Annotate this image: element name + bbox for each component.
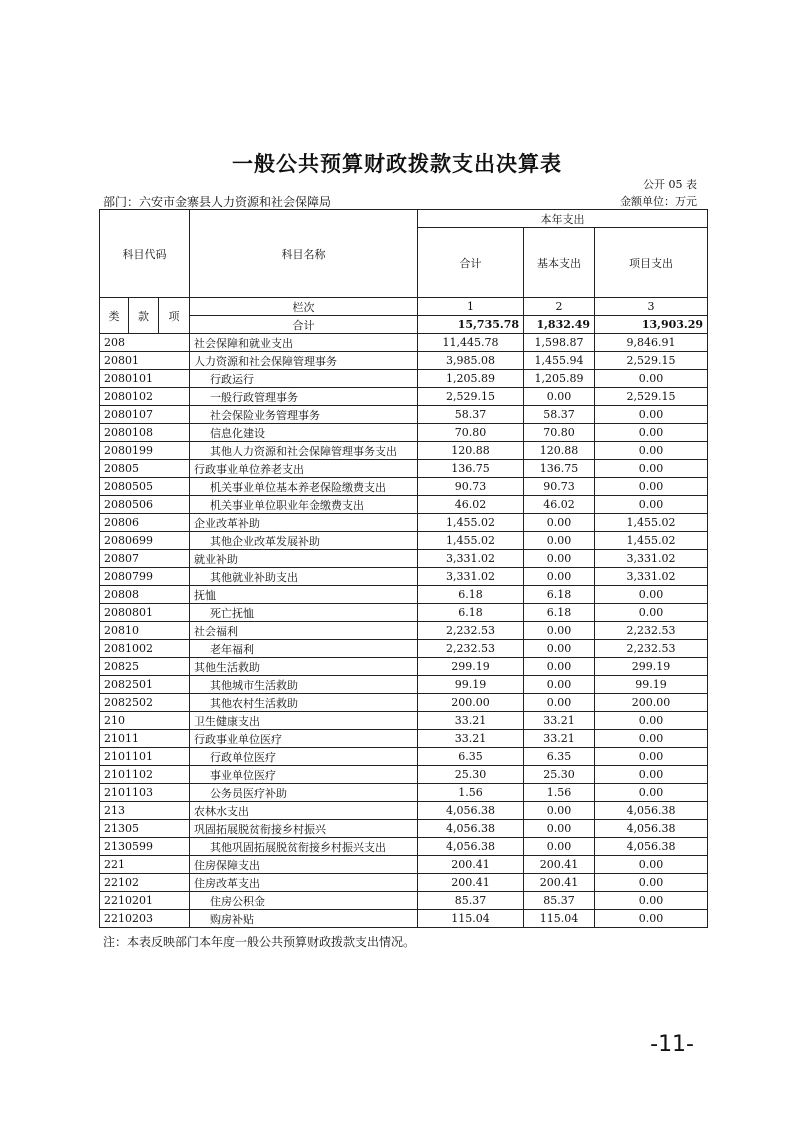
- total-cell: 70.80: [418, 424, 524, 442]
- subject-code-cell: 221: [100, 856, 190, 874]
- subject-name-cell: 公务员医疗补助: [190, 784, 418, 802]
- column-number-2: 2: [524, 298, 595, 316]
- project-expense-cell: 4,056.38: [595, 802, 708, 820]
- basic-expense-cell: 0.00: [524, 640, 595, 658]
- project-expense-cell: 2,232.53: [595, 622, 708, 640]
- page-number: -11-: [650, 1032, 694, 1057]
- subject-code-cell: 20801: [100, 352, 190, 370]
- table-row: [100, 748, 708, 766]
- subject-name-cell: 机关事业单位职业年金缴费支出: [190, 496, 418, 514]
- subject-code-cell: 22102: [100, 874, 190, 892]
- table-row: [100, 838, 708, 856]
- table-row: [100, 442, 708, 460]
- subject-name-cell: 卫生健康支出: [190, 712, 418, 730]
- basic-expense-cell: 136.75: [524, 460, 595, 478]
- subject-name-cell: 死亡抚恤: [190, 604, 418, 622]
- basic-expense-cell: 0.00: [524, 676, 595, 694]
- total-cell: 3,331.02: [418, 550, 524, 568]
- sum-project: 13,903.29: [595, 316, 708, 334]
- project-expense-cell: 0.00: [595, 748, 708, 766]
- total-cell: 33.21: [418, 730, 524, 748]
- table-row: [100, 478, 708, 496]
- table-row: [100, 892, 708, 910]
- subject-name-cell: 其他农村生活救助: [190, 694, 418, 712]
- header-basic-expense: 基本支出: [524, 228, 595, 298]
- total-cell: 6.18: [418, 604, 524, 622]
- sum-total: 15,735.78: [418, 316, 524, 334]
- table-row: [100, 784, 708, 802]
- project-expense-cell: 3,331.02: [595, 550, 708, 568]
- table-row: [100, 406, 708, 424]
- column-number-3: 3: [595, 298, 708, 316]
- subject-code-cell: 20810: [100, 622, 190, 640]
- total-cell: 4,056.38: [418, 838, 524, 856]
- basic-expense-cell: 200.41: [524, 874, 595, 892]
- total-cell: 3,985.08: [418, 352, 524, 370]
- subject-name-cell: 其他人力资源和社会保障管理事务支出: [190, 442, 418, 460]
- total-cell: 3,331.02: [418, 568, 524, 586]
- header-year-expense: 本年支出: [418, 210, 708, 228]
- total-cell: 1,455.02: [418, 532, 524, 550]
- subject-code-cell: 2101103: [100, 784, 190, 802]
- subject-code-cell: 20808: [100, 586, 190, 604]
- subject-code-cell: 2080506: [100, 496, 190, 514]
- subject-code-cell: 2080801: [100, 604, 190, 622]
- project-expense-cell: 0.00: [595, 604, 708, 622]
- total-cell: 85.37: [418, 892, 524, 910]
- project-expense-cell: 2,232.53: [595, 640, 708, 658]
- table-row: [100, 874, 708, 892]
- project-expense-cell: 1,455.02: [595, 532, 708, 550]
- basic-expense-cell: 1,598.87: [524, 334, 595, 352]
- table-row: [100, 658, 708, 676]
- basic-expense-cell: 0.00: [524, 514, 595, 532]
- table-row: [100, 550, 708, 568]
- project-expense-cell: 0.00: [595, 874, 708, 892]
- subject-code-cell: 2210203: [100, 910, 190, 928]
- table-row: [100, 622, 708, 640]
- subject-code-cell: 2130599: [100, 838, 190, 856]
- total-cell: 58.37: [418, 406, 524, 424]
- page-title: 一般公共预算财政拨款支出决算表: [232, 152, 562, 176]
- basic-expense-cell: 46.02: [524, 496, 595, 514]
- subject-code-cell: 2101102: [100, 766, 190, 784]
- subject-name-cell: 社会保险业务管理事务: [190, 406, 418, 424]
- subject-code-cell: 2080505: [100, 478, 190, 496]
- subject-name-cell: 信息化建设: [190, 424, 418, 442]
- project-expense-cell: 0.00: [595, 496, 708, 514]
- subject-name-cell: 农林水支出: [190, 802, 418, 820]
- total-cell: 1,205.89: [418, 370, 524, 388]
- table-note: 注：本表反映部门本年度一般公共预算财政拨款支出情况。: [103, 935, 416, 949]
- table-row: [100, 730, 708, 748]
- total-cell: 2,232.53: [418, 622, 524, 640]
- basic-expense-cell: 115.04: [524, 910, 595, 928]
- form-number: 公开 05 表: [643, 178, 697, 191]
- project-expense-cell: 299.19: [595, 658, 708, 676]
- subject-name-cell: 抚恤: [190, 586, 418, 604]
- total-cell: 33.21: [418, 712, 524, 730]
- project-expense-cell: 0.00: [595, 910, 708, 928]
- project-expense-cell: 0.00: [595, 478, 708, 496]
- subject-code-cell: 2082502: [100, 694, 190, 712]
- header-lei: 类: [100, 298, 129, 334]
- table-row: [100, 388, 708, 406]
- subject-code-cell: 2082501: [100, 676, 190, 694]
- subject-name-cell: 其他巩固拓展脱贫衔接乡村振兴支出: [190, 838, 418, 856]
- subject-code-cell: 2081002: [100, 640, 190, 658]
- project-expense-cell: 0.00: [595, 856, 708, 874]
- total-cell: 200.00: [418, 694, 524, 712]
- total-cell: 4,056.38: [418, 802, 524, 820]
- basic-expense-cell: 6.18: [524, 604, 595, 622]
- header-total: 合计: [418, 228, 524, 298]
- table-row: [100, 820, 708, 838]
- amount-unit-label: 金额单位：万元: [620, 195, 697, 208]
- header-subject-code: 科目代码: [100, 210, 190, 298]
- subject-name-cell: 住房公积金: [190, 892, 418, 910]
- subject-name-cell: 一般行政管理事务: [190, 388, 418, 406]
- table-row: [100, 370, 708, 388]
- subject-name-cell: 机关事业单位基本养老保险缴费支出: [190, 478, 418, 496]
- basic-expense-cell: 90.73: [524, 478, 595, 496]
- total-cell: 6.35: [418, 748, 524, 766]
- subject-name-cell: 社会福利: [190, 622, 418, 640]
- basic-expense-cell: 33.21: [524, 712, 595, 730]
- table-row: [100, 496, 708, 514]
- subject-code-cell: 2101101: [100, 748, 190, 766]
- subject-name-cell: 住房改革支出: [190, 874, 418, 892]
- subject-code-cell: 2080699: [100, 532, 190, 550]
- basic-expense-cell: 0.00: [524, 658, 595, 676]
- subject-name-cell: 社会保障和就业支出: [190, 334, 418, 352]
- basic-expense-cell: 85.37: [524, 892, 595, 910]
- subject-code-cell: 21011: [100, 730, 190, 748]
- subject-name-cell: 其他企业改革发展补助: [190, 532, 418, 550]
- header-project-expense: 项目支出: [595, 228, 708, 298]
- total-cell: 120.88: [418, 442, 524, 460]
- header-kuan: 款: [129, 298, 159, 334]
- basic-expense-cell: 1.56: [524, 784, 595, 802]
- total-cell: 11,445.78: [418, 334, 524, 352]
- subject-name-cell: 行政事业单位养老支出: [190, 460, 418, 478]
- table-row: [100, 910, 708, 928]
- table-row: [100, 640, 708, 658]
- total-cell: 1.56: [418, 784, 524, 802]
- subject-name-cell: 其他城市生活救助: [190, 676, 418, 694]
- project-expense-cell: 0.00: [595, 406, 708, 424]
- subject-code-cell: 2080799: [100, 568, 190, 586]
- project-expense-cell: 200.00: [595, 694, 708, 712]
- project-expense-cell: 4,056.38: [595, 820, 708, 838]
- department-label: 部门：六安市金寨县人力资源和社会保障局: [103, 195, 332, 209]
- project-expense-cell: 0.00: [595, 766, 708, 784]
- basic-expense-cell: 6.35: [524, 748, 595, 766]
- project-expense-cell: 0.00: [595, 712, 708, 730]
- subject-code-cell: 2080108: [100, 424, 190, 442]
- basic-expense-cell: 25.30: [524, 766, 595, 784]
- project-expense-cell: 4,056.38: [595, 838, 708, 856]
- project-expense-cell: 99.19: [595, 676, 708, 694]
- table-row: [100, 694, 708, 712]
- sum-basic: 1,832.49: [524, 316, 595, 334]
- project-expense-cell: 0.00: [595, 460, 708, 478]
- subject-name-cell: 其他生活救助: [190, 658, 418, 676]
- table-row: [100, 532, 708, 550]
- basic-expense-cell: 1,205.89: [524, 370, 595, 388]
- table-row: [100, 604, 708, 622]
- basic-expense-cell: 120.88: [524, 442, 595, 460]
- basic-expense-cell: 33.21: [524, 730, 595, 748]
- total-cell: 1,455.02: [418, 514, 524, 532]
- basic-expense-cell: 0.00: [524, 838, 595, 856]
- table-row: [100, 334, 708, 352]
- table-row: [100, 586, 708, 604]
- basic-expense-cell: 0.00: [524, 622, 595, 640]
- basic-expense-cell: 6.18: [524, 586, 595, 604]
- project-expense-cell: 0.00: [595, 892, 708, 910]
- subject-code-cell: 21305: [100, 820, 190, 838]
- project-expense-cell: 2,529.15: [595, 388, 708, 406]
- subject-code-cell: 2080199: [100, 442, 190, 460]
- project-expense-cell: 2,529.15: [595, 352, 708, 370]
- subject-name-cell: 就业补助: [190, 550, 418, 568]
- subject-name-cell: 购房补贴: [190, 910, 418, 928]
- table-row: [100, 514, 708, 532]
- project-expense-cell: 1,455.02: [595, 514, 708, 532]
- project-expense-cell: 0.00: [595, 586, 708, 604]
- subject-name-cell: 其他就业补助支出: [190, 568, 418, 586]
- table-row: [100, 424, 708, 442]
- subject-code-cell: 213: [100, 802, 190, 820]
- basic-expense-cell: 0.00: [524, 568, 595, 586]
- table-row: [100, 460, 708, 478]
- column-number-label: 栏次: [190, 298, 418, 316]
- total-cell: 200.41: [418, 874, 524, 892]
- table-row: [100, 766, 708, 784]
- subject-name-cell: 事业单位医疗: [190, 766, 418, 784]
- total-cell: 2,529.15: [418, 388, 524, 406]
- subject-code-cell: 20825: [100, 658, 190, 676]
- subject-code-cell: 20807: [100, 550, 190, 568]
- total-cell: 6.18: [418, 586, 524, 604]
- header-subject-name: 科目名称: [190, 210, 418, 298]
- subject-code-cell: 2210201: [100, 892, 190, 910]
- total-cell: 136.75: [418, 460, 524, 478]
- subject-code-cell: 20805: [100, 460, 190, 478]
- total-cell: 46.02: [418, 496, 524, 514]
- table-row: [100, 712, 708, 730]
- total-cell: 25.30: [418, 766, 524, 784]
- subject-name-cell: 行政单位医疗: [190, 748, 418, 766]
- subject-name-cell: 行政事业单位医疗: [190, 730, 418, 748]
- total-cell: 4,056.38: [418, 820, 524, 838]
- subject-name-cell: 巩固拓展脱贫衔接乡村振兴: [190, 820, 418, 838]
- subject-code-cell: 210: [100, 712, 190, 730]
- project-expense-cell: 9,846.91: [595, 334, 708, 352]
- basic-expense-cell: 0.00: [524, 820, 595, 838]
- total-cell: 99.19: [418, 676, 524, 694]
- basic-expense-cell: 70.80: [524, 424, 595, 442]
- basic-expense-cell: 200.41: [524, 856, 595, 874]
- project-expense-cell: 0.00: [595, 442, 708, 460]
- table-row: [100, 802, 708, 820]
- subject-name-cell: 人力资源和社会保障管理事务: [190, 352, 418, 370]
- total-cell: 299.19: [418, 658, 524, 676]
- subject-name-cell: 企业改革补助: [190, 514, 418, 532]
- subject-code-cell: 2080107: [100, 406, 190, 424]
- project-expense-cell: 0.00: [595, 370, 708, 388]
- subject-name-cell: 老年福利: [190, 640, 418, 658]
- table-row: [100, 568, 708, 586]
- column-number-1: 1: [418, 298, 524, 316]
- project-expense-cell: 0.00: [595, 784, 708, 802]
- budget-expense-table: [99, 209, 708, 928]
- total-cell: 2,232.53: [418, 640, 524, 658]
- total-cell: 115.04: [418, 910, 524, 928]
- total-cell: 90.73: [418, 478, 524, 496]
- basic-expense-cell: 0.00: [524, 550, 595, 568]
- sum-label: 合计: [190, 316, 418, 334]
- basic-expense-cell: 0.00: [524, 802, 595, 820]
- project-expense-cell: 0.00: [595, 424, 708, 442]
- total-cell: 200.41: [418, 856, 524, 874]
- subject-code-cell: 20806: [100, 514, 190, 532]
- subject-code-cell: 2080101: [100, 370, 190, 388]
- subject-name-cell: 行政运行: [190, 370, 418, 388]
- header-xiang: 项: [159, 298, 190, 334]
- subject-code-cell: 2080102: [100, 388, 190, 406]
- basic-expense-cell: 0.00: [524, 694, 595, 712]
- table-row: [100, 676, 708, 694]
- basic-expense-cell: 58.37: [524, 406, 595, 424]
- basic-expense-cell: 1,455.94: [524, 352, 595, 370]
- project-expense-cell: 0.00: [595, 730, 708, 748]
- table-row: [100, 856, 708, 874]
- basic-expense-cell: 0.00: [524, 388, 595, 406]
- table-row: [100, 352, 708, 370]
- project-expense-cell: 3,331.02: [595, 568, 708, 586]
- subject-code-cell: 208: [100, 334, 190, 352]
- basic-expense-cell: 0.00: [524, 532, 595, 550]
- subject-name-cell: 住房保障支出: [190, 856, 418, 874]
